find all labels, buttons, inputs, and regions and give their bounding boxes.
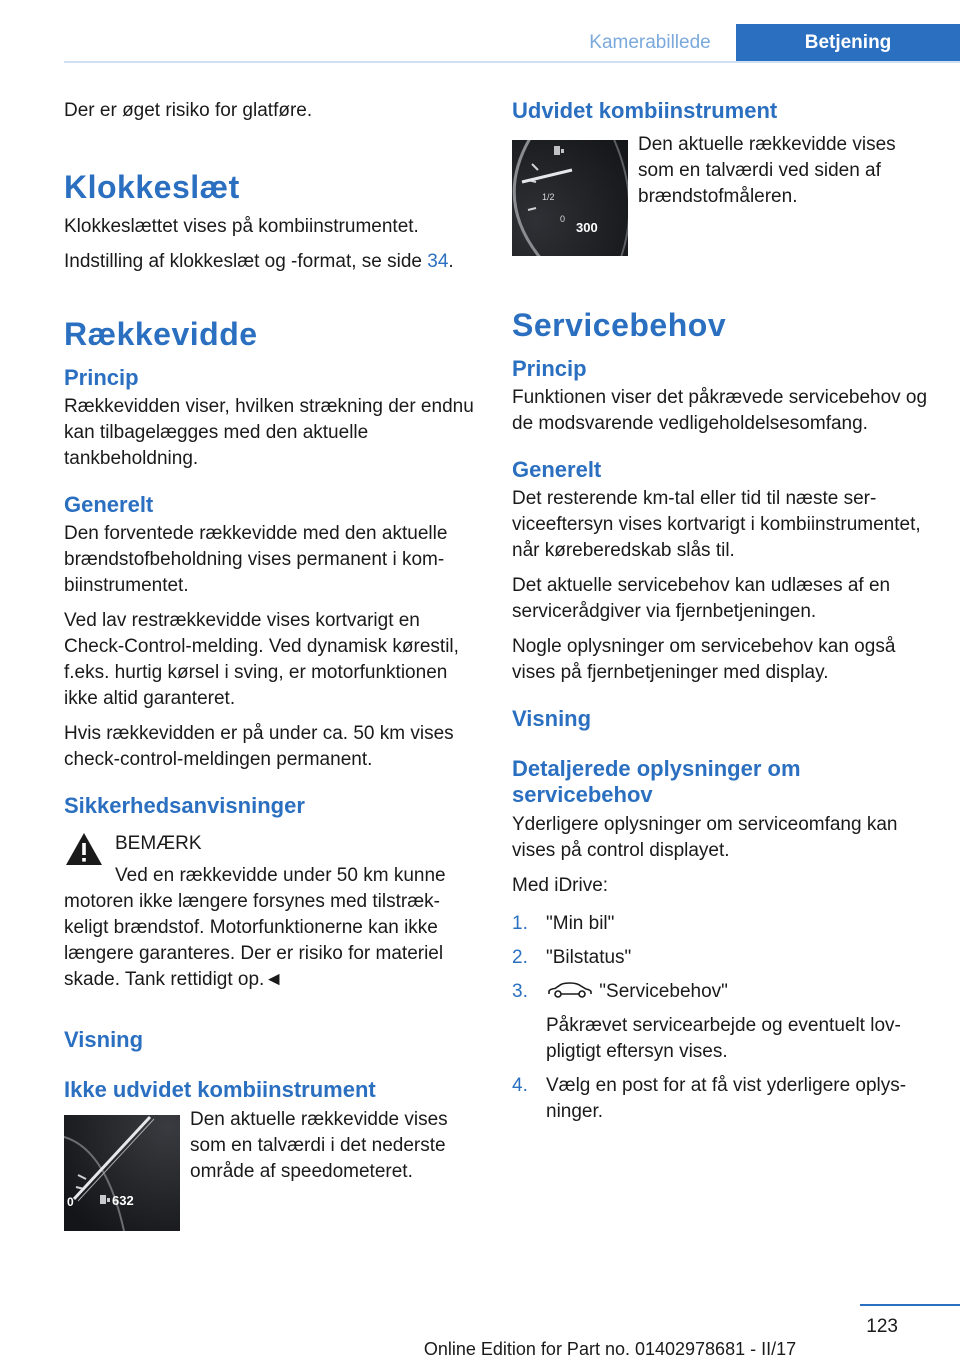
extended-heading: Udvidet kombiinstrument [512,98,778,123]
step-number: 1. [512,913,528,934]
gauge-right-zero: 0 [560,214,566,224]
service-general-text-2: Det aktuelle servicebehov kan udlæses af en servicerådgiver via fjernbetjeningen. [512,575,891,622]
car-service-icon [546,981,594,999]
not-extended-text: Den aktuelle rækkevidde vises som en talværdi i det nederste område af speedometeret. [190,1109,448,1182]
service-principle-text: Funktionen viser det påkrævede servicebehov og de modsvarende vedligeholdelsesomfang. [512,387,928,434]
footer-edition-text: Online Edition for Part no. 01402978681 - II/17 [423,1339,797,1359]
clock-text-2-main: Indstilling af klokkeslæt og -format, se side [64,251,428,272]
extended-block [512,134,932,256]
step-item [512,979,932,1065]
service-display-heading: Visning [512,706,592,731]
extended-text: Den aktuelle rækkevidde vises som en talværdi ved siden af brændstofmåleren. [638,134,896,207]
step-item [512,1073,932,1125]
range-general-text-3: Hvis rækkevidden er på under ca. 50 km vises check-control-meldingen permanent. [64,723,454,770]
extended-text-wrap [638,132,928,219]
range-principle-text: Rækkevidden viser, hvilken strækning der endnu kan tilbagelægges med den aktuelle tankbeholdning. [64,396,474,469]
range-principle-heading: Princip [64,365,139,390]
service-heading: Servicebehov [512,307,727,343]
not-extended-text-wrap [190,1107,480,1194]
header-tab-chapter[interactable]: Betjening [736,24,960,61]
safety-heading: Sikkerhedsanvisninger [64,793,305,818]
right-column [512,98,932,1133]
range-general-text-2: Ved lav restrækkevidde vises kortvarigt en Check-Control-melding. Ved dynamisk kørestil, f.eks. hurtig kørsel i sving, er motorfunktionen ikke altid garanteret. [64,610,459,709]
step-item [512,945,932,971]
service-general-text-1: Det resterende km-tal eller tid til næste serviceeftersyn vises kortvarigt i kombiinstrumentet, når køreberedskab slås til. [512,488,921,561]
idrive-steps [512,911,932,1125]
step-item [512,911,932,937]
service-general-text-3: Nogle oplysninger om servicebehov kan også vises på fjernbetjeninger med display. [512,636,896,683]
warning-text-first: Ved en rækkevidde under 50 km kunne [115,865,446,886]
detailed-text-2: Med iDrive: [512,875,609,896]
step-number: 4. [512,1075,528,1096]
warning-text-rest: motoren ikke længere forsynes med tilstrækkeligt brændstof. Motorfunktionerne kan ikke længere garanteres. Der er risiko for materiel skade. Tank rettidigt op.◄ [64,891,444,990]
detailed-heading: Detaljerede oplysninger om servicebehov [512,756,801,807]
step-text: "Servicebehov" [594,981,728,1002]
gauge-right-half: 1/2 [542,192,555,202]
warning-note [64,831,476,993]
speedometer-range-image [64,1115,180,1231]
service-general-heading: Generelt [512,457,602,482]
clock-text-2 [64,249,476,275]
left-column [64,98,476,1231]
footer-rule [860,1304,960,1306]
warning-label: BEMÆRK [115,833,202,854]
step-subtext: Påkrævet servicearbejde og eventuelt lovpligtigt eftersyn vises. [546,1015,901,1062]
service-principle-heading: Princip [512,356,587,381]
clock-heading: Klokkeslæt [64,169,240,205]
header-tab-section[interactable]: Kamerabillede [589,32,711,53]
gauge-right-range: 300 [576,220,598,235]
range-general-text-1: Den forventede rækkevidde med den aktuelle brændstofbeholdning vises permanent i kombiinstrumentet. [64,523,448,596]
step-number: 3. [512,981,528,1002]
footer-edition [0,1339,960,1360]
range-display-heading: Visning [64,1027,144,1052]
range-heading: Rækkevidde [64,316,258,352]
range-general-heading: Generelt [64,492,154,517]
intro-text: Der er øget risiko for glatføre. [64,100,313,121]
clock-text-1: Klokkeslættet vises på kombiinstrumentet. [64,216,419,237]
step-number: 2. [512,947,528,968]
gauge-left-range: 632 [112,1193,134,1208]
detailed-text-1: Yderligere oplysninger om serviceomfang kan vises på control displayet. [512,814,898,861]
not-extended-heading: Ikke udvidet kombiinstrument [64,1077,376,1102]
not-extended-block [64,1109,476,1231]
step-text: "Bilstatus" [546,947,632,968]
gauge-left-zero: 0 [67,1195,74,1209]
step-text: Vælg en post for at få vist yderligere oplysninger. [546,1075,907,1122]
header-rule [64,61,960,63]
clock-text-2-end: . [448,251,454,272]
page-number: 123 [866,1316,898,1337]
fuel-gauge-range-image [512,140,628,256]
warning-triangle-icon [64,831,104,867]
step-text: "Min bil" [546,913,615,934]
page-link-34[interactable]: 34 [427,251,449,272]
